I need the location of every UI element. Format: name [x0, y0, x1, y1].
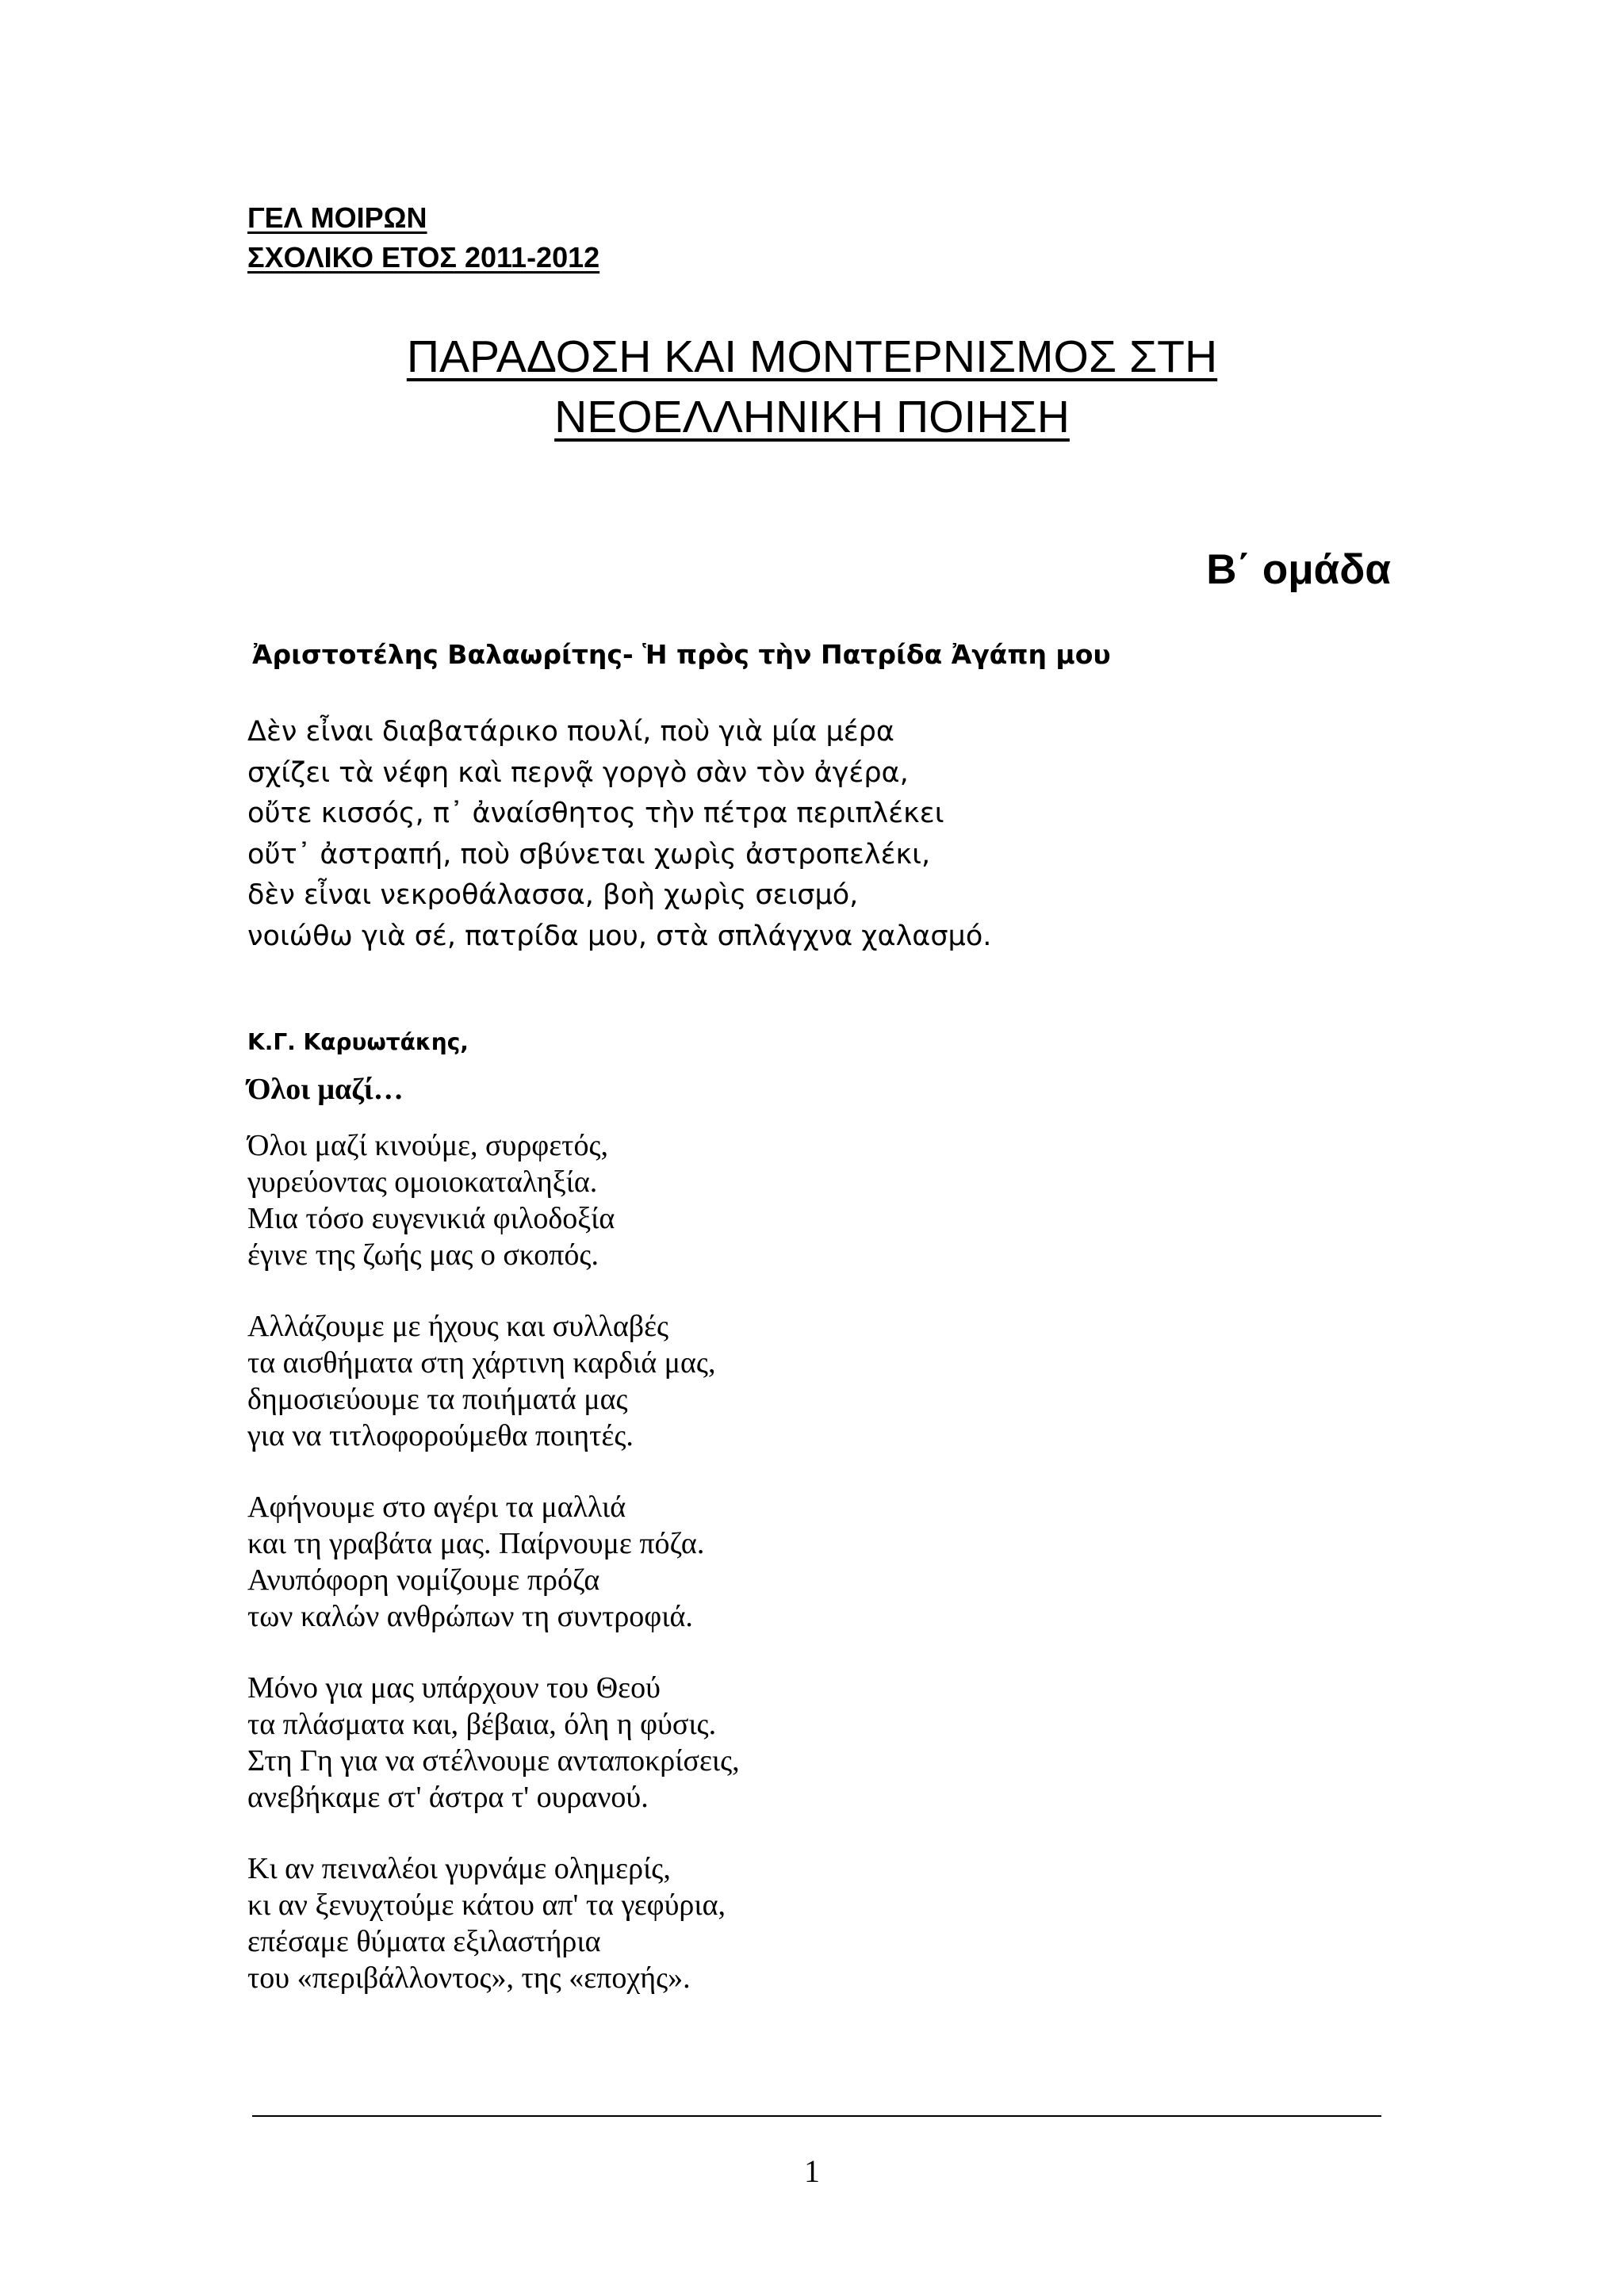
stanza	[247, 1127, 740, 1273]
poem-line: τα αισθήματα στη χάρτινη καρδιά μας,	[247, 1346, 716, 1380]
poem-line: δημοσιεύουμε τα ποιήματά μας	[247, 1383, 628, 1416]
poem-1-text	[247, 712, 991, 957]
poem-line: τα πλάσματα και, βέβαια, όλη η φύσις.	[247, 1708, 717, 1741]
poem-line: δὲν εἶναι νεκροθάλασσα, βοὴ χωρὶς σεισμό,	[247, 879, 859, 911]
poem-line: και τη γραβάτα μας. Παίρνουμε πόζα.	[247, 1527, 705, 1560]
poem-line: Ανυπόφορη νομίζουμε πρόζα	[247, 1563, 600, 1597]
poem-line: Αφήνουμε στο αγέρι τα μαλλιά	[247, 1490, 626, 1524]
document-title-line-2: ΝΕΟΕΛΛΗΝΙΚΗ ΠΟΙΗΣΗ	[554, 392, 1070, 442]
poem-line: Όλοι μαζί κινούμε, συρφετός,	[247, 1129, 608, 1162]
poem-line: νοιώθω γιὰ σέ, πατρίδα μου, στὰ σπλάγχνα χαλασμό.	[247, 920, 992, 952]
poem-line: Αλλάζουμε με ήχους και συλλαβές	[247, 1310, 669, 1343]
poem-line: των καλών ανθρώπων τη συντροφιά.	[247, 1600, 693, 1633]
footer-divider	[252, 2115, 1381, 2117]
poem-line: Στη Γη για να στέλνουμε ανταποκρίσεις,	[247, 1744, 740, 1777]
document-title-line-1: ΠΑΡΑΔΟΣΗ ΚΑΙ ΜΟΝΤΕΡΝΙΣΜΟΣ ΣΤΗ	[406, 331, 1218, 382]
poem-1-heading: Ἀριστοτέλης Βαλαωρίτης- Ἡ πρὸς τὴν Πατρίδα Ἀγάπη μου	[252, 639, 1111, 670]
document-title	[0, 327, 1624, 447]
poem-line: για να τιτλοφορούμεθα ποιητές.	[247, 1419, 634, 1452]
poem-line: έγινε της ζωής μας ο σκοπός.	[247, 1238, 599, 1272]
poem-line: οὔτε κισσός, π᾽ ἀναίσθητος τὴν πέτρα περιπλέκει	[247, 798, 944, 829]
stanza	[247, 1670, 740, 1816]
poem-2-author: Κ.Γ. Καρυωτάκης,	[247, 1029, 469, 1055]
poem-line: σχίζει τὰ νέφη καὶ περνᾷ γοργὸ σὰν τὸν ἀγέρα,	[247, 756, 909, 789]
page-number: 1	[804, 2153, 820, 2189]
poem-line: του «περιβάλλοντος», της «εποχής».	[247, 1961, 691, 1995]
school-year: ΣΧΟΛΙΚΟ ΕΤΟΣ 2011-2012	[247, 241, 600, 274]
poem-line: Κι αν πειναλέοι γυρνάμε ολημερίς,	[247, 1852, 671, 1885]
school-name: ΓΕΛ ΜΟΙΡΩΝ	[247, 201, 427, 234]
poem-line: επέσαμε θύματα εξιλαστήρια	[247, 1925, 601, 1958]
poem-line: ανεβήκαμε στ' άστρα τ' ουρανού.	[247, 1781, 649, 1814]
poem-2-title: Όλοι μαζί…	[247, 1073, 404, 1106]
poem-line: οὔτ᾽ ἀστραπή, ποὺ σβύνεται χωρὶς ἀστροπελέκι,	[247, 838, 931, 871]
stanza	[247, 1489, 740, 1635]
poem-line: Δὲν εἶναι διαβατάρικο πουλί, ποὺ γιὰ μία μέρα	[247, 716, 894, 748]
poem-2-text	[247, 1127, 740, 2031]
poem-line: γυρεύοντας ομοιοκαταληξία.	[247, 1165, 598, 1199]
group-label: Β΄ ομάδα	[1206, 546, 1391, 593]
stanza	[247, 1850, 740, 1996]
stanza	[247, 1308, 740, 1454]
poem-line: Μόνο για μας υπάρχουν του Θεού	[247, 1671, 661, 1705]
poem-line: Μια τόσο ευγενικιά φιλοδοξία	[247, 1202, 615, 1235]
school-header	[247, 198, 599, 277]
poem-line: κι αν ξενυχτούμε κάτου απ' τα γεφύρια,	[247, 1888, 726, 1922]
